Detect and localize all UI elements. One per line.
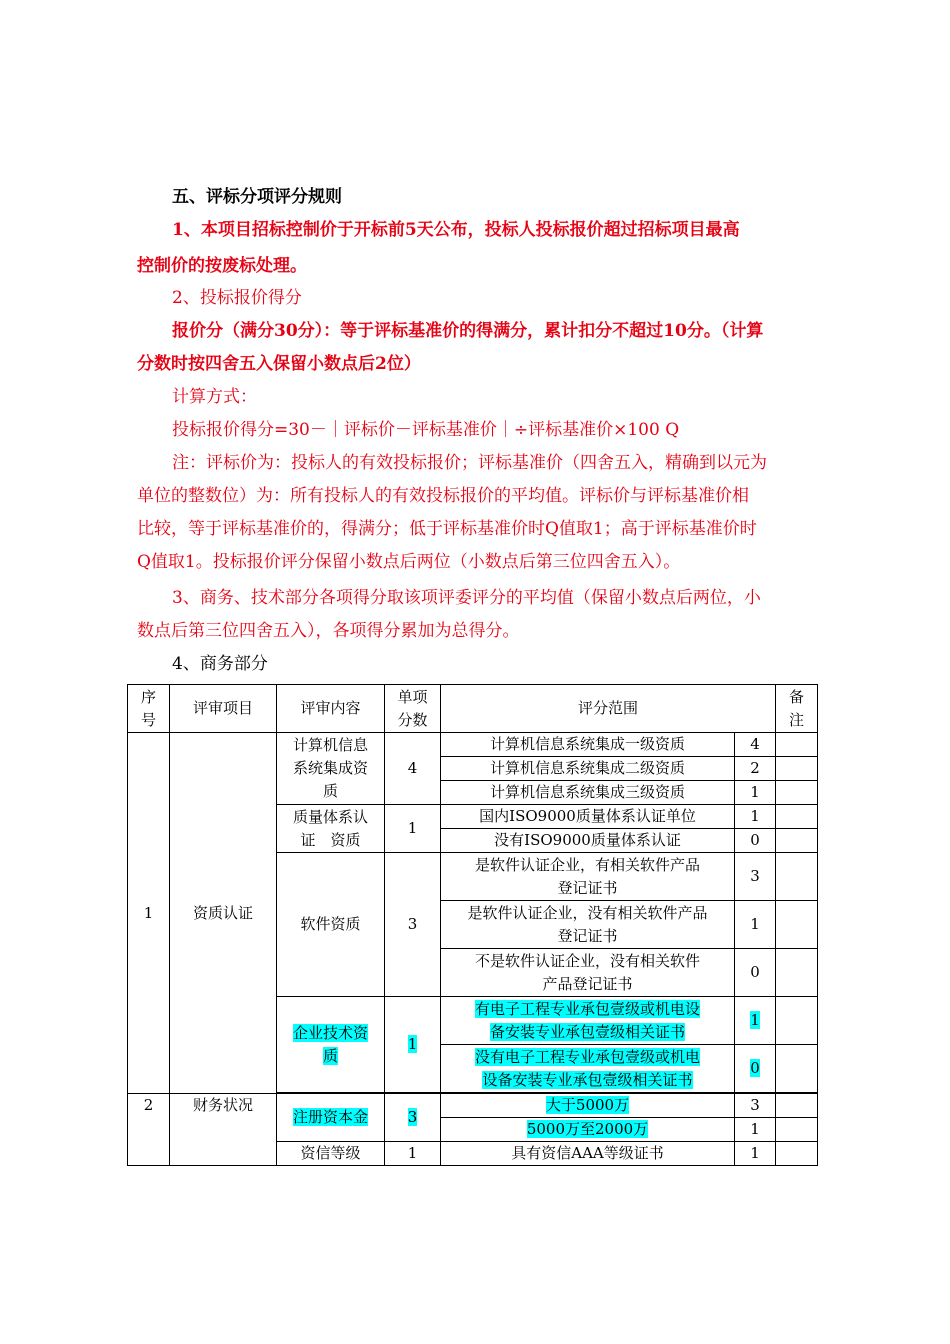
g1-c1-points3: 1: [735, 781, 776, 805]
rule1-line1: 1、本项目招标控制价于开标前5天公布，投标人投标报价超过招标项目最高: [172, 220, 740, 240]
g1-c1-score: 4: [385, 733, 441, 805]
rule2-note1: 注：评标价为：投标人的有效投标报价；评标基准价（四舍五入，精确到以元为: [172, 453, 767, 473]
table-row: [128, 733, 818, 757]
g1-c3-range1: 是软件认证企业，有相关软件产品 登记证书: [441, 853, 735, 901]
business-score-table: [127, 684, 818, 1166]
g1-c1-points2: 2: [735, 757, 776, 781]
g2-c1-range2: 5000万至2000万: [441, 1118, 735, 1142]
g1-c4-range2: 没有电子工程专业承包壹级或机电 设备安装专业承包壹级相关证书: [441, 1045, 735, 1093]
rule4-title: 4、商务部分: [172, 654, 268, 674]
section-heading: 五、评标分项评分规则: [172, 187, 342, 207]
g1-c2-remark2: [776, 829, 818, 853]
header-content: 评审内容: [277, 685, 385, 733]
g1-c3-name: 软件资质: [277, 853, 385, 997]
g1-c4-remark2: [776, 1045, 818, 1093]
g1-c3-remark2: [776, 901, 818, 949]
header-score: 单项 分数: [385, 685, 441, 733]
g2-c1-name: 注册资本金: [277, 1094, 385, 1142]
rule2-title: 2、投标报价得分: [172, 288, 302, 308]
g2-c2-score: 1: [385, 1142, 441, 1166]
g1-c2-remark1: [776, 805, 818, 829]
g1-c1-range2: 计算机信息系统集成二级资质: [441, 757, 735, 781]
g1-c4-name: 企业技术资 质: [277, 997, 385, 1093]
g1-c4-points2: 0: [735, 1045, 776, 1093]
rule3-line1: 3、商务、技术部分各项得分取该项评委评分的平均值（保留小数点后两位，小: [172, 588, 761, 608]
header-remark: 备 注: [776, 685, 818, 733]
g1-c1-range1: 计算机信息系统集成一级资质: [441, 733, 735, 757]
g1-c2-range2: 没有ISO9000质量体系认证: [441, 829, 735, 853]
rule2-note3: 比较，等于评标基准价的，得满分；低于评标基准价时Q值取1；高于评标基准价时: [137, 519, 757, 539]
rule2-formula: 投标报价得分=30－｜评标价－评标基准价｜÷评标基准价×100 Q: [172, 420, 680, 440]
g2-seq: 2: [128, 1094, 170, 1166]
g1-c1-remark2: [776, 757, 818, 781]
g1-c1-points1: 4: [735, 733, 776, 757]
rule2-note2: 单位的整数位）为：所有投标人的有效投标报价的平均值。评标价与评标基准价相: [137, 486, 749, 506]
g1-c4-score: 1: [385, 997, 441, 1093]
g1-c3-points3: 0: [735, 949, 776, 997]
g2-c1-points1: 3: [735, 1094, 776, 1118]
header-range: 评分范围: [441, 685, 776, 733]
g2-c2-name: 资信等级: [277, 1142, 385, 1166]
g2-c1-points2: 1: [735, 1118, 776, 1142]
g1-c2-score: 1: [385, 805, 441, 853]
table-row: [128, 1094, 818, 1118]
g1-c1-remark3: [776, 781, 818, 805]
g1-c1-name: 计算机信息 系统集成资 质: [277, 733, 385, 805]
g2-c1-range1: 大于5000万: [441, 1094, 735, 1118]
rule2-note4: Q值取1。投标报价评分保留小数点后两位（小数点后第三位四舍五入）。: [137, 552, 681, 572]
g2-c2-points1: 1: [735, 1142, 776, 1166]
header-seq: 序 号: [128, 685, 170, 733]
g1-c4-remark1: [776, 997, 818, 1045]
g1-c3-points1: 3: [735, 853, 776, 901]
g1-c2-name: 质量体系认 证 资质: [277, 805, 385, 853]
g2-c1-remark2: [776, 1118, 818, 1142]
g1-c1-range3: 计算机信息系统集成三级资质: [441, 781, 735, 805]
g1-c2-range1: 国内ISO9000质量体系认证单位: [441, 805, 735, 829]
g1-c4-range1: 有电子工程专业承包壹级或机电设 备安装专业承包壹级相关证书: [441, 997, 735, 1045]
g1-c1-remark1: [776, 733, 818, 757]
g2-c1-remark1: [776, 1094, 818, 1118]
g1-seq: 1: [128, 733, 170, 1094]
g1-c2-points1: 1: [735, 805, 776, 829]
header-item: 评审项目: [170, 685, 277, 733]
g1-c3-remark3: [776, 949, 818, 997]
g1-c3-points2: 1: [735, 901, 776, 949]
rule2-bold-line1: 报价分（满分30分）：等于评标基准价的得满分，累计扣分不超过10分。（计算: [172, 321, 764, 341]
rule3-line2: 数点后第三位四舍五入），各项得分累加为总得分。: [137, 621, 520, 641]
g1-c3-remark1: [776, 853, 818, 901]
g2-c2-range1: 具有资信AAA等级证书: [441, 1142, 735, 1166]
rule2-bold-line2: 分数时按四舍五入保留小数点后2位）: [137, 354, 421, 374]
g1-c2-points2: 0: [735, 829, 776, 853]
g1-c3-score: 3: [385, 853, 441, 997]
rule2-method-title: 计算方式：: [172, 387, 257, 407]
g2-c2-remark1: [776, 1142, 818, 1166]
rule1-line2: 控制价的按废标处理。: [137, 256, 307, 276]
g1-c4-points1: 1: [735, 997, 776, 1045]
g1-c3-range2: 是软件认证企业，没有相关软件产品 登记证书: [441, 901, 735, 949]
g2-c1-score: 3: [385, 1094, 441, 1142]
g1-c3-range3: 不是软件认证企业，没有相关软件 产品登记证书: [441, 949, 735, 997]
g1-item: 资质认证: [170, 733, 277, 1094]
table-header-row: [128, 685, 818, 733]
g2-item: 财务状况: [170, 1094, 277, 1166]
